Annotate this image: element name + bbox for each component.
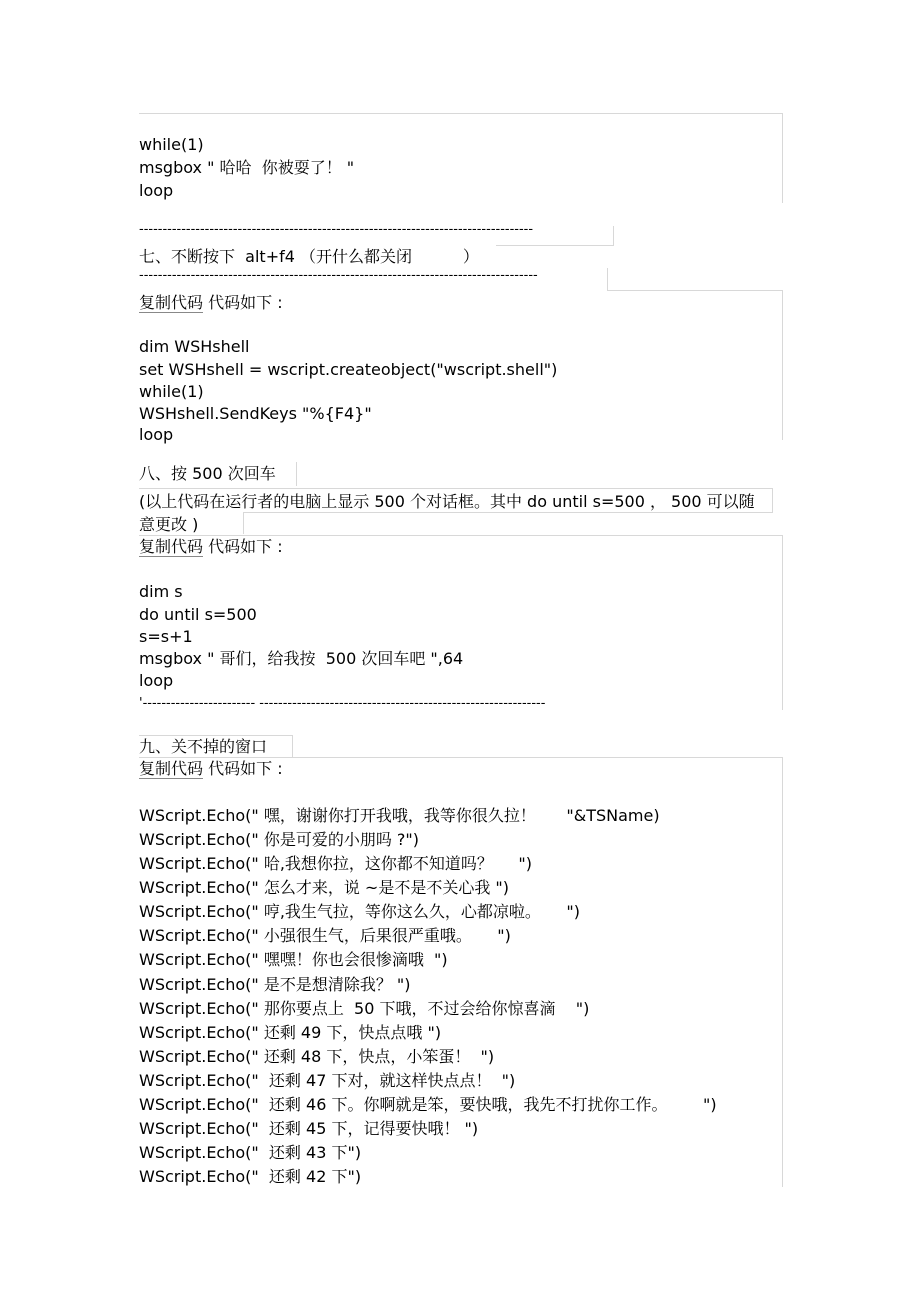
box-border (782, 757, 783, 1187)
copy-code-link[interactable]: 复制代码 (139, 537, 204, 556)
code-line: WScript.Echo(" 嘿，谢谢你打开我哦，我等你很久拉！ "&TSName) (139, 806, 660, 825)
copy-code-row (139, 293, 283, 313)
code-line: WScript.Echo(" 小强很生气，后果很严重哦。 ") (139, 926, 511, 945)
code-line: msgbox " 哈哈 你被耍了！ " (139, 158, 355, 177)
code-line: WScript.Echo(" 怎么才来，说 ~是不是不关心我 ") (139, 878, 510, 897)
code-line: WScript.Echo(" 还剩 42 下") (139, 1167, 362, 1186)
box-border (296, 462, 297, 486)
box-border (782, 290, 783, 440)
box-border (607, 268, 608, 291)
code-line: while(1) (139, 135, 204, 154)
code-line: WScript.Echo(" 还剩 49 下，快点点哦 ") (139, 1023, 442, 1042)
code-line: WScript.Echo(" 你是可爱的小朋吗 ?") (139, 830, 420, 849)
box-border (139, 113, 783, 114)
code-line: loop (139, 181, 174, 200)
code-line: do until s=500 (139, 605, 257, 624)
code-line: s=s+1 (139, 627, 193, 646)
box-border (292, 735, 293, 757)
code-line: loop (139, 425, 174, 444)
code-line: WScript.Echo(" 还剩 43 下") (139, 1143, 362, 1162)
code-line: '------------------------ ------------------------------------------------------------- (139, 696, 546, 711)
box-border (607, 290, 783, 291)
box-border (243, 512, 773, 513)
box-border (139, 757, 783, 758)
box-border (613, 226, 614, 246)
code-line: dim WSHshell (139, 337, 250, 356)
code-line: WScript.Echo(" 哼,我生气拉，等你这么久，心都凉啦。 ") (139, 902, 580, 921)
code-line: WScript.Echo(" 还剩 47 下对，就这样快点点！ ") (139, 1071, 516, 1090)
copy-code-suffix: 代码如下 : (203, 537, 283, 556)
code-line: WScript.Echo(" 还剩 48 下，快点，小笨蛋！ ") (139, 1047, 495, 1066)
box-border (782, 535, 783, 710)
copy-code-suffix: 代码如下 : (203, 293, 283, 312)
copy-code-row (139, 537, 283, 557)
code-line: loop (139, 671, 174, 690)
code-line: while(1) (139, 382, 204, 401)
code-line: WScript.Echo(" 是不是想清除我？ ") (139, 975, 411, 994)
box-border (139, 735, 293, 736)
copy-code-link[interactable]: 复制代码 (139, 759, 204, 778)
section-note: 意更改 ) (139, 515, 199, 534)
code-line: WScript.Echo(" 哈,我想你拉，这你都不知道吗？ ") (139, 854, 532, 873)
code-line: WScript.Echo(" 还剩 46 下。你啊就是笨，要快哦，我先不打扰你工作。 ") (139, 1095, 717, 1114)
section-heading: 九、关不掉的窗口 (139, 737, 268, 756)
box-border (139, 488, 773, 489)
code-line: WScript.Echo(" 还剩 45 下，记得要快哦！ ") (139, 1119, 479, 1138)
section-heading: 七、不断按下 alt+f4 （开什么都关闭 ） (139, 247, 479, 266)
box-border (772, 488, 773, 512)
code-line: msgbox " 哥们，给我按 500 次回车吧 ",64 (139, 649, 464, 668)
copy-code-row (139, 759, 283, 779)
box-border (139, 535, 783, 536)
code-line: WScript.Echo(" 嘿嘿！你也会很惨滴哦 ") (139, 950, 448, 969)
code-line: set WSHshell = wscript.createobject("wscript.shell") (139, 360, 558, 379)
dashed-divider: ------------------------------------------------------------------------------------ (139, 222, 534, 237)
code-line: WScript.Echo(" 那你要点上 50 下哦，不过会给你惊喜滴 ") (139, 999, 590, 1018)
section-note: (以上代码在运行者的电脑上显示 500 个对话框。其中 do until s=500 ， 500 可以随 (139, 492, 755, 511)
code-line: dim s (139, 582, 183, 601)
code-line: WSHshell.SendKeys "%{F4}" (139, 404, 372, 423)
box-border (782, 113, 783, 203)
box-border (496, 245, 614, 246)
section-heading: 八、按 500 次回车 (139, 464, 276, 483)
box-border (243, 512, 244, 534)
dashed-divider: ------------------------------------------------------------------------------------- (139, 268, 538, 283)
copy-code-link[interactable]: 复制代码 (139, 293, 204, 312)
copy-code-suffix: 代码如下 : (203, 759, 283, 778)
